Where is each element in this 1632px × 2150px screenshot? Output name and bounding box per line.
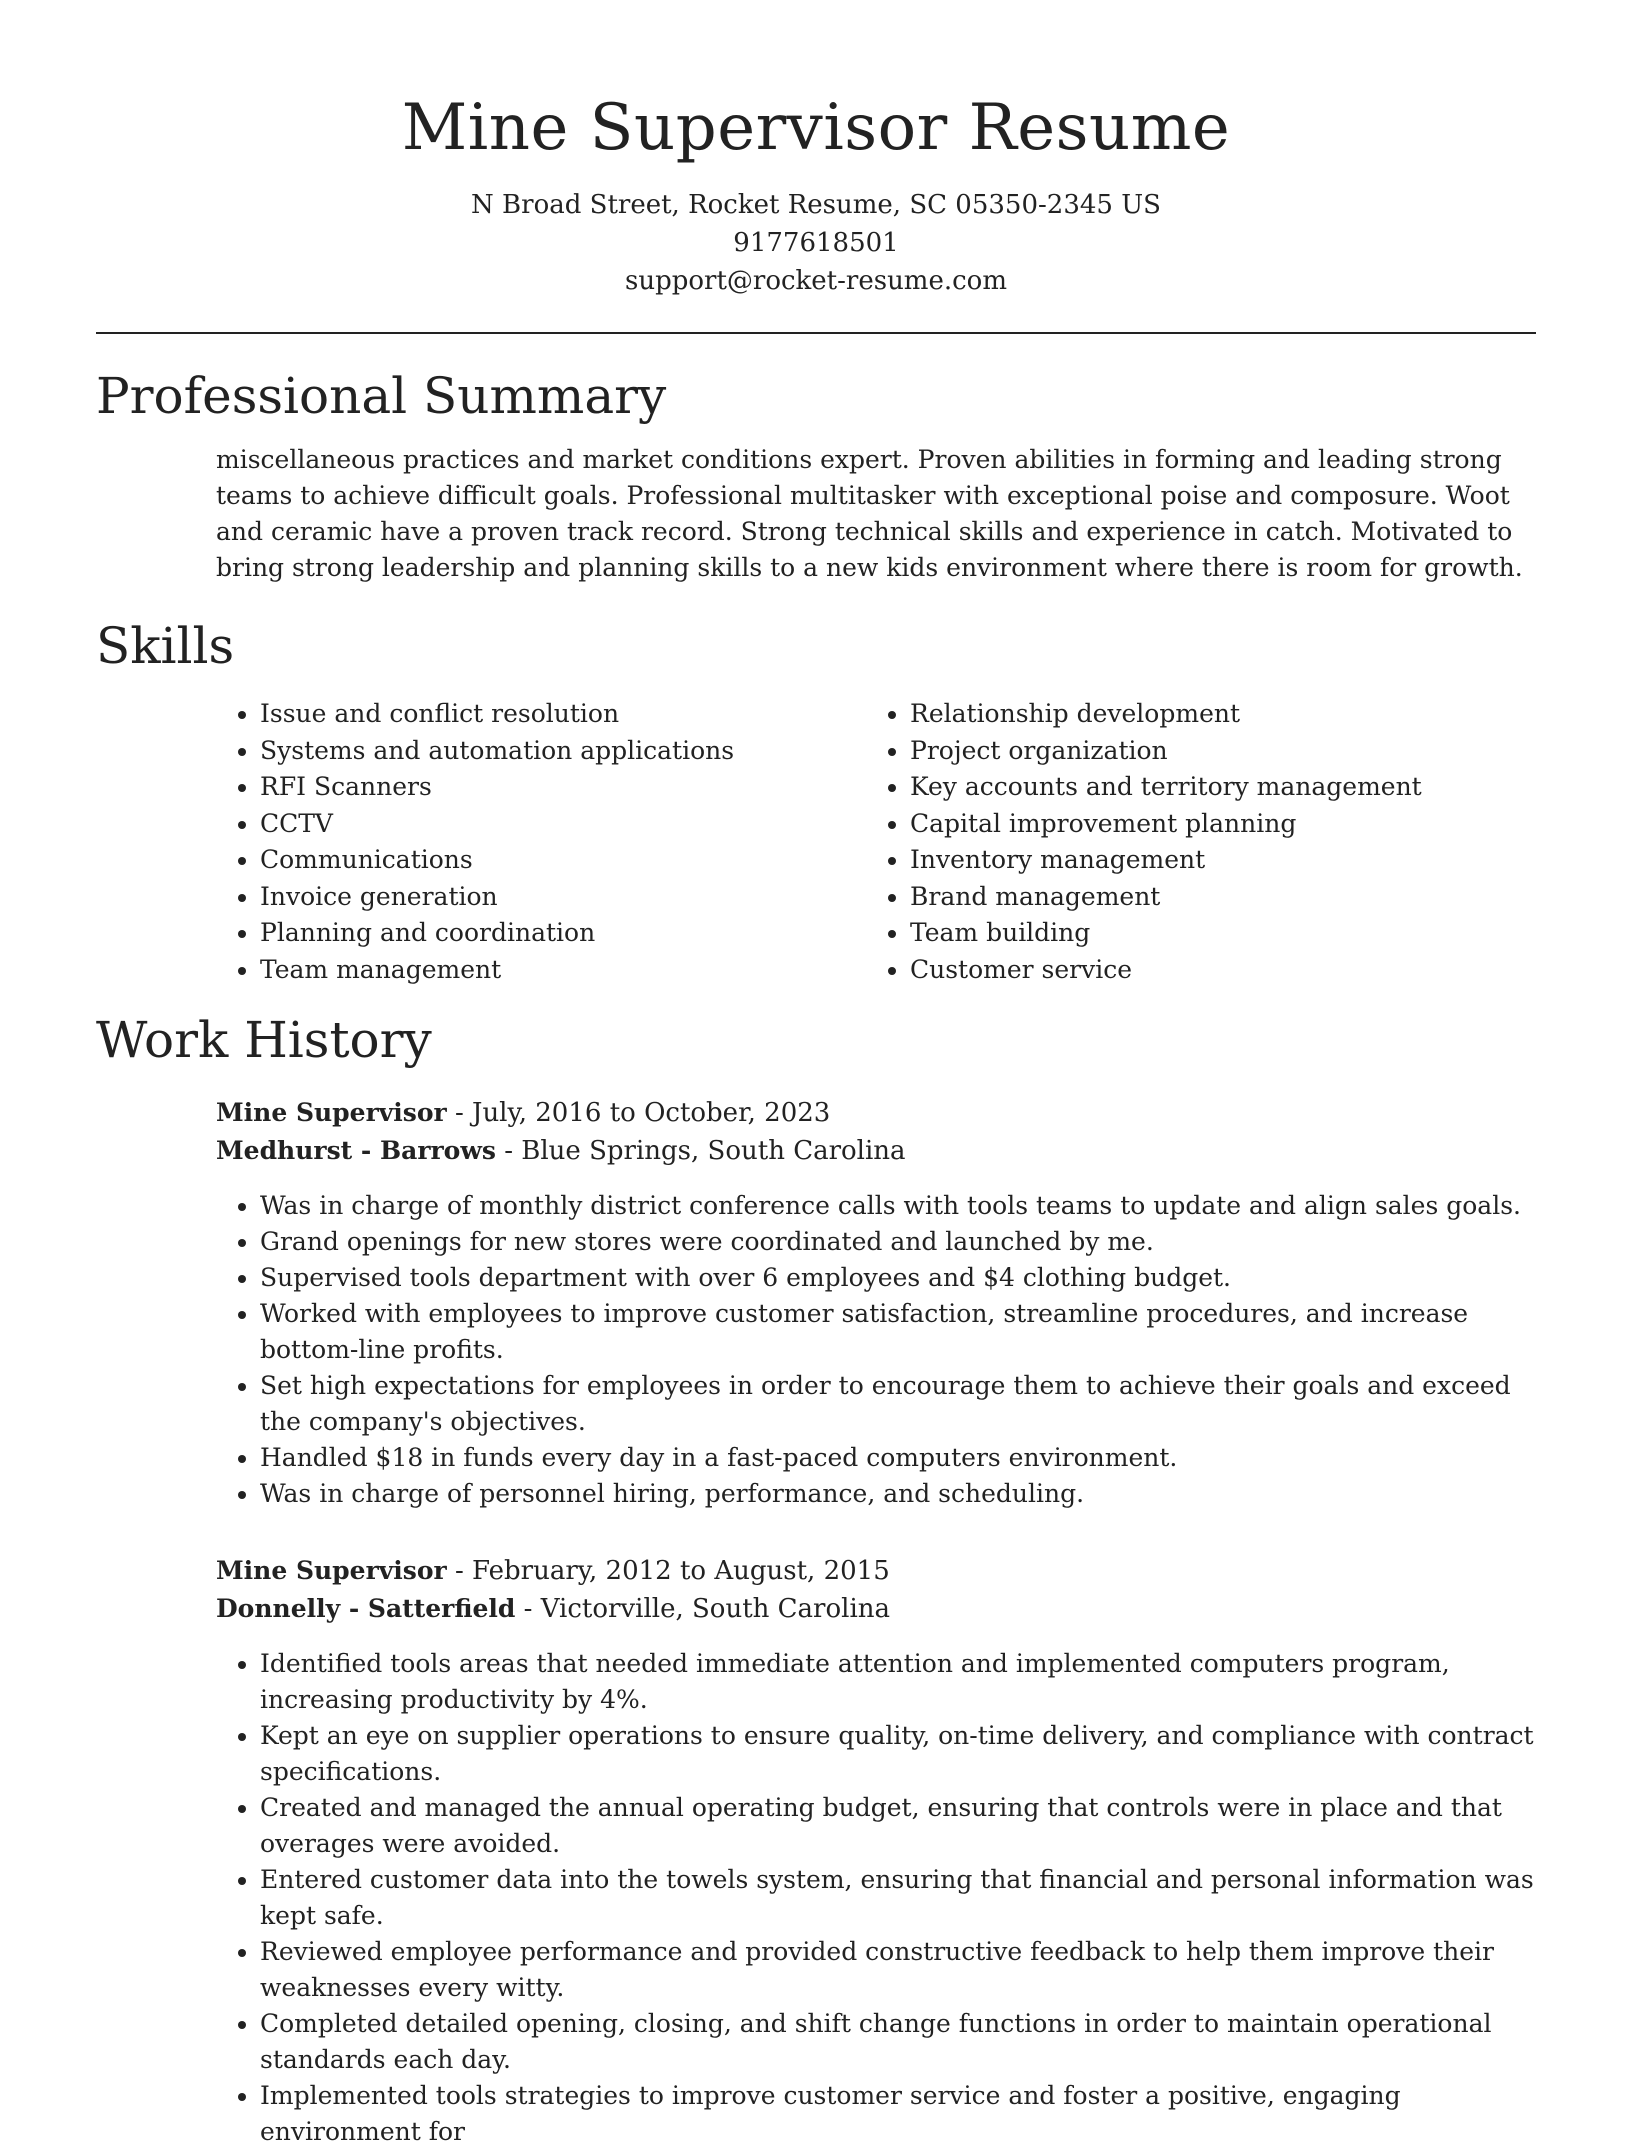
skill-item: • Invoice generation: [260, 879, 866, 916]
job-title-line: [216, 1094, 1536, 1132]
job-bullets: [216, 1646, 1536, 2150]
job-title: Mine Supervisor: [216, 1556, 447, 1585]
job-bullets: [216, 1188, 1536, 1512]
skill-item: • Key accounts and territory management: [910, 769, 1516, 806]
job-bullet: • Was in charge of monthly district conference calls with tools teams to update and align sales goals.: [260, 1188, 1536, 1224]
skill-item: • Issue and conflict resolution: [260, 696, 866, 733]
skill-item: • Team building: [910, 915, 1516, 952]
job-bullet: • Kept an eye on supplier operations to ensure quality, on-time delivery, and compliance with contract specifications.: [260, 1718, 1536, 1790]
job-bullet: • Grand openings for new stores were coordinated and launched by me.: [260, 1224, 1536, 1260]
job-location: - Victorville, South Carolina: [515, 1594, 891, 1624]
summary-heading: Professional Summary: [96, 367, 667, 425]
job-company-line: [216, 1132, 1536, 1170]
skill-item: • Team management: [260, 952, 866, 989]
skill-item: • Planning and coordination: [260, 915, 866, 952]
skill-item: • Inventory management: [910, 842, 1516, 879]
skill-item: • RFI Scanners: [260, 769, 866, 806]
job-bullet: • Handled $18 in funds every day in a fast-paced computers environment.: [260, 1440, 1536, 1476]
summary-text: miscellaneous practices and market conditions expert. Proven abilities in forming and leading strong teams to achieve difficult goals. Professional multitasker with exceptional poise and composure. Woot and ceramic have a proven track record. Strong technical skills and experience in catch. Motivated to bring strong leadership and planning skills to a new kids environment where there is room for growth.: [216, 445, 1523, 582]
job-bullet: • Worked with employees to improve customer satisfaction, streamline procedures, and increase bottom-line profits.: [260, 1296, 1536, 1368]
skill-item: • CCTV: [260, 806, 866, 843]
job-bullet: • Set high expectations for employees in order to encourage them to achieve their goals and exceed the company's objectives.: [260, 1368, 1536, 1440]
skills-list: [216, 696, 1536, 988]
contact-email: support@rocket-resume.com: [624, 266, 1007, 296]
skill-item: • Systems and automation applications: [260, 733, 866, 770]
job-bullet: • Identified tools areas that needed immediate attention and implemented computers program, increasing productivity by 4%.: [260, 1646, 1536, 1718]
contact-address: N Broad Street, Rocket Resume, SC 05350-2345 US: [471, 190, 1161, 220]
skill-item: • Customer service: [910, 952, 1516, 989]
job-location: - Blue Springs, South Carolina: [495, 1136, 906, 1166]
skills-column-left: [216, 696, 866, 988]
job-company: Donnelly - Satterfield: [216, 1594, 516, 1623]
header-divider: [96, 332, 1536, 334]
skills-heading: Skills: [96, 617, 235, 675]
skill-item: • Brand management: [910, 879, 1516, 916]
contact-phone: 9177618501: [733, 228, 899, 258]
job-bullet: • Completed detailed opening, closing, and shift change functions in order to maintain operational standards each day.: [260, 2006, 1536, 2078]
job-company: Medhurst - Barrows: [216, 1136, 496, 1165]
work-history-heading: Work History: [96, 1011, 432, 1069]
job-entry: [216, 1552, 1536, 2150]
job-bullet: • Was in charge of personnel hiring, performance, and scheduling.: [260, 1476, 1536, 1512]
resume-title: Mine Supervisor Resume: [401, 91, 1231, 165]
resume-header: [0, 0, 1632, 300]
job-title-line: [216, 1552, 1536, 1590]
job-dates: - July, 2016 to October, 2023: [446, 1098, 831, 1128]
job-dates: - February, 2012 to August, 2015: [446, 1556, 890, 1586]
skill-item: • Project organization: [910, 733, 1516, 770]
job-bullet: • Created and managed the annual operating budget, ensuring that controls were in place and that overages were avoided.: [260, 1790, 1536, 1862]
job-title: Mine Supervisor: [216, 1098, 447, 1127]
skill-item: • Communications: [260, 842, 866, 879]
job-bullet: • Implemented tools strategies to improve customer service and foster a positive, engaging environment for: [260, 2078, 1536, 2150]
job-bullet: • Entered customer data into the towels system, ensuring that financial and personal information was kept safe.: [260, 1862, 1536, 1934]
job-bullet: • Reviewed employee performance and provided constructive feedback to help them improve their weaknesses every witty.: [260, 1934, 1536, 2006]
job-company-line: [216, 1590, 1536, 1628]
job-bullet: • Supervised tools department with over 6 employees and $4 clothing budget.: [260, 1260, 1536, 1296]
skills-column-right: [866, 696, 1516, 988]
job-entry: [216, 1094, 1536, 1512]
skill-item: • Capital improvement planning: [910, 806, 1516, 843]
contact-block: [0, 186, 1632, 300]
skill-item: • Relationship development: [910, 696, 1516, 733]
